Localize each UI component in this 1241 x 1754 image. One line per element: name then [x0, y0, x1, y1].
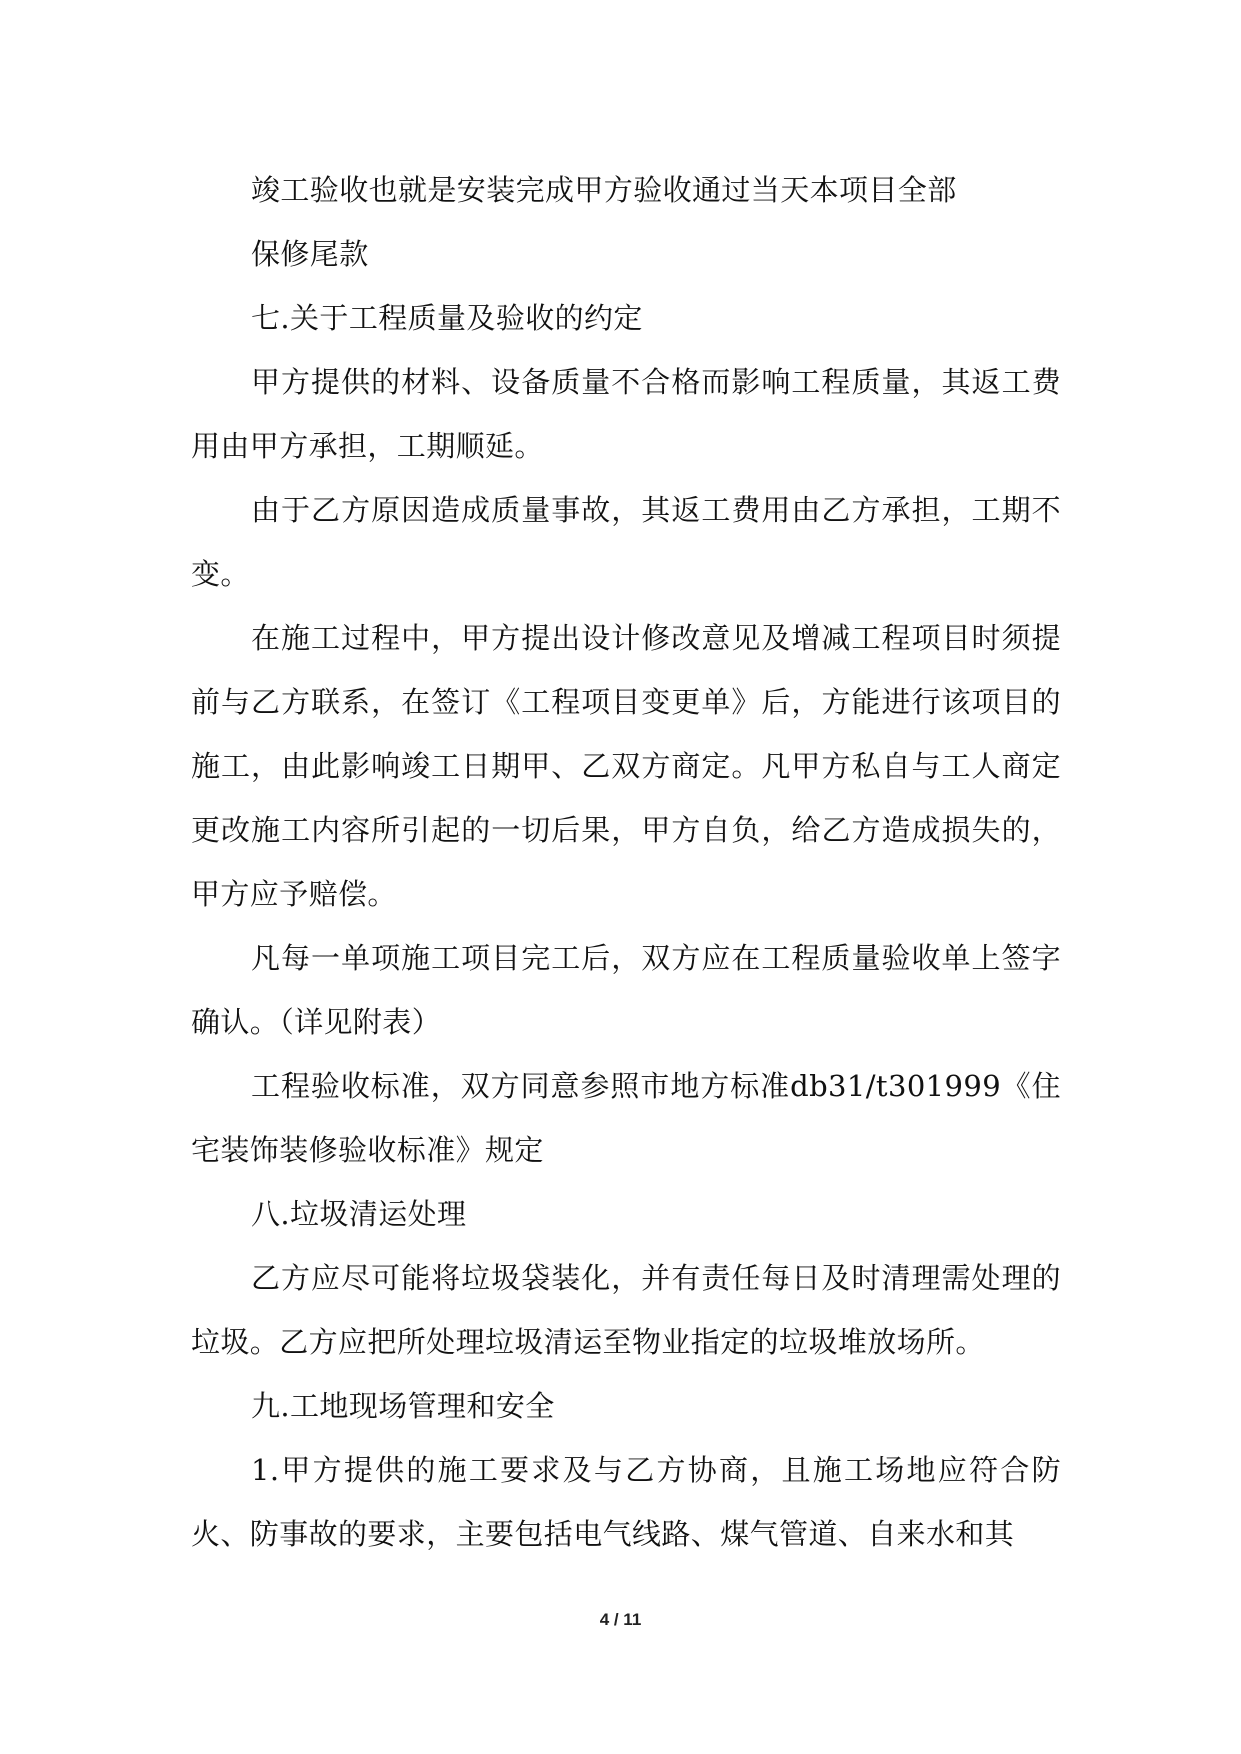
paragraph-sign-off: 凡每一单项施工项目完工后，双方应在工程质量验收单上签字确认。（详见附表）: [191, 941, 1061, 1039]
section-heading-waste-removal: 八.垃圾清运处理: [251, 1197, 467, 1231]
document-body: [191, 158, 1061, 1566]
paragraph-waste-handling: 乙方应尽可能将垃圾袋装化，并有责任每日及时清理需处理的垃圾。乙方应把所处理垃圾清运至物业指定的垃圾堆放场所。: [191, 1261, 1061, 1359]
paragraph-party-b-accident: 由于乙方原因造成质量事故，其返工费用由乙方承担，工期不变。: [191, 493, 1061, 591]
paragraph-warranty-balance: 保修尾款: [251, 237, 369, 271]
paragraph-design-changes: 在施工过程中，甲方提出设计修改意见及增减工程项目时须提前与乙方联系，在签订《工程项目变更单》后，方能进行该项目的施工，由此影响竣工日期甲、乙双方商定。凡甲方私自与工人商定更改施工内容所引起的一切后果，甲方自负，给乙方造成损失的，甲方应予赔偿。: [191, 621, 1061, 911]
page-number: 4 / 11: [599, 1610, 642, 1629]
section-heading-quality-acceptance: 七.关于工程质量及验收的约定: [251, 301, 643, 335]
paragraph-acceptance-standard: 工程验收标准，双方同意参照市地方标准db31/t301999《住宅装饰装修验收标准》规定: [191, 1069, 1061, 1167]
paragraph-site-requirements: 1.甲方提供的施工要求及与乙方协商，且施工场地应符合防火、防事故的要求，主要包括电气线路、煤气管道、自来水和其: [191, 1453, 1061, 1551]
section-heading-site-safety: 九.工地现场管理和安全: [251, 1389, 555, 1423]
paragraph-materials-quality: 甲方提供的材料、设备质量不合格而影响工程质量，其返工费用由甲方承担，工期顺延。: [191, 365, 1061, 463]
paragraph-acceptance-payment: 竣工验收也就是安装完成甲方验收通过当天本项目全部: [251, 173, 957, 207]
